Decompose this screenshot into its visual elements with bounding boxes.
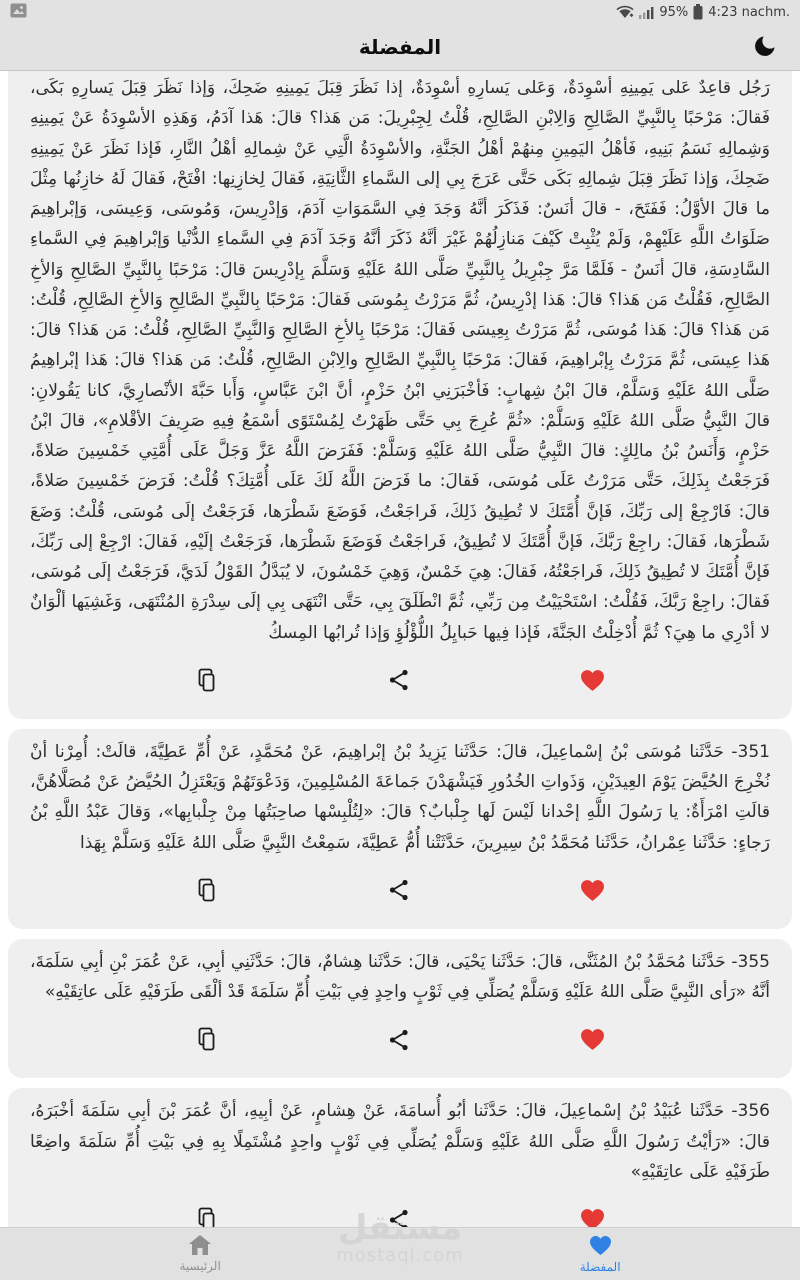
hadith-text: 351- حَدَّثَنا مُوسَى بْنُ إسْماعِيلَ، قالَ: حَدَّثَنا يَزِيدُ بْنُ إبْراهِيمَ، عَنْ مُحَمَّدٍ، عَنْ أُمِّ عَطِيَّةَ، قالَتْ: أُمِرْنا أنْ نُخْرِجَ الحُيَّضَ يَوْمَ العِيدَيْنِ، وَذَواتِ الخُدُورِ فَيَشْهَدْنَ جَماعَةَ المُسْلِمِينَ، وَدَعْوَتَهُمْ وَيَعْتَزِلُ الحُيَّضُ عَنْ مُصَلَّاهُنَّ، قالَتِ امْرَأَةٌ: يا رَسُولَ اللَّهِ إحْدانا لَيْسَ لَها جِلْبابٌ؟ قالَ: «لِتُلْبِسْها صاحِبَتُها مِنْ جِلْبابِها»، وَقالَ عَبْدُ اللَّهِ بْنُ رَجاءٍ: حَدَّثَنا عِمْرانُ، حَدَّثَنا مُحَمَّدُ بْنُ سِيرِينَ، حَدَّثَتْنا أُمُّ عَطِيَّةَ، سَمِعْتُ النَّبِيَّ صَلَّى اللهُ عَلَيْهِ وَسَلَّمْ بِهَذا <box>30 741 770 853</box>
share-button[interactable] <box>383 1204 415 1230</box>
nav-label-home: الرئيسية <box>179 1259 221 1273</box>
bottom-navigation <box>0 1227 800 1280</box>
hadith-card <box>8 71 792 719</box>
watermark-url: mostaql.com <box>336 1245 464 1266</box>
card-actions <box>30 1187 770 1229</box>
dark-mode-moon-icon[interactable] <box>752 33 778 59</box>
heart-icon <box>580 1028 605 1051</box>
share-button[interactable] <box>383 874 415 906</box>
favorite-button[interactable] <box>576 665 609 696</box>
copy-button[interactable] <box>191 874 222 907</box>
heart-icon <box>580 669 605 692</box>
copy-button[interactable] <box>191 1023 222 1056</box>
battery-percent: 95% <box>659 4 689 20</box>
heart-icon <box>580 1208 605 1229</box>
copy-icon <box>195 1027 218 1052</box>
signal-icon <box>639 6 654 19</box>
hadith-text: 355- حَدَّثَنا مُحَمَّدُ بْنُ المُثَنَّى، قالَ: حَدَّثَنا يَحْيَى، قالَ: حَدَّثَنا هِشامٌ، قالَ: حَدَّثَنِي أبِي، عَنْ عُمَرَ بْنِ أبِي سَلَمَةَ، أنَّهُ «رَأى النَّبِيَّ صَلَّى اللهُ عَلَيْهِ وَسَلَّمْ يُصَلِّي فِي ثَوْبٍ واحِدٍ فِي بَيْتِ أُمِّ سَلَمَةَ قَدْ ألْقَى طَرَفَيْهِ عَلَى عاتِقَيْهِ» <box>30 951 770 1002</box>
favorite-button[interactable] <box>576 875 609 906</box>
favorites-scroll-area[interactable] <box>0 71 800 1229</box>
app-header <box>0 24 800 71</box>
clock-time: 4:23 nachm. <box>708 4 790 20</box>
card-actions <box>30 858 770 929</box>
copy-button[interactable] <box>191 1203 222 1229</box>
favorite-button[interactable] <box>576 1024 609 1055</box>
card-actions <box>30 648 770 719</box>
copy-button[interactable] <box>191 664 222 697</box>
hadith-card <box>8 939 792 1079</box>
share-button[interactable] <box>383 664 415 696</box>
copy-icon <box>195 1207 218 1229</box>
copy-icon <box>195 878 218 903</box>
nav-label-favorites: المفضلة <box>579 1259 621 1274</box>
hadith-text: رَجُل قاعِدٌ عَلى يَمِينِهِ أسْوِدَةٌ، وَعَلى يَسارِهِ أسْوِدَةٌ، إذا نَظَرَ قِبَلَ يَمِينِهِ ضَحِكَ، وَإذا نَظَرَ قِبَلَ يَسارِهِ بَكَى، فَقالَ: مَرْحَبًا بِالنَّبِيِّ الصَّالِحِ وَالِابْنِ الصَّالِحِ، قُلْتُ لِجِبْرِيلَ: مَن هَذا؟ قالَ: هَذا آدَمُ، وَهَذِهِ الأسْوِدَةُ عَنْ يَمِينِهِ وَشِمالِهِ نَسَمُ بَنِيهِ، فَأهْلُ اليَمِينِ مِنهُمْ أهْلُ الجَنَّةِ، والأسْوِدَةُ الَّتِي عَنْ شِمالِهِ أهْلُ النَّارِ، فَإذا نَظَرَ عَنْ يَمِينِهِ ضَحِكَ، وَإذا نَظَرَ قِبَلَ شِمالِهِ بَكَى حَتَّى عَرَجَ بِي إلى السَّماءِ الثَّانِيَةِ، فَقالَ لِخازِنِها: افْتَحْ، فَقالَ لَهُ خازِنُها مِثْلَ ما قالَ الأوَّلُ: فَفَتَحَ، - قالَ أنَسٌ: فَذَكَرَ أنَّهُ وَجَدَ فِي السَّمَوَاتِ آدَمَ، وَإدْرِيسَ، وَمُوسَى، وَعِيسَى، وَإبْراهِيمَ صَلَوَاتُ اللَّهِ عَلَيْهِمْ، وَلَمْ يُثْبِتْ كَيْفَ مَنازِلُهُمْ غَيْرَ أنَّهُ ذَكَرَ أنَّهُ وَجَدَ آدَمَ فِي السَّماءِ الدُّنْيا وَإبْراهِيمَ فِي السَّماءِ السَّادِسَةِ، قالَ أنَسٌ - فَلَمَّا مَرَّ جِبْرِيلُ بِالنَّبِيِّ صَلَّى اللهُ عَلَيْهِ وَسَلَّمَ بِإدْرِيسَ قالَ: مَرْحَبًا بِالنَّبِيِّ الصَّالِحِ وَالأخِ الصَّالِحِ، فَقُلْتُ مَن هَذا؟ قالَ: هَذا إدْرِيسُ، ثُمَّ مَرَرْتُ بِمُوسَى فَقالَ: مَرْحَبًا بِالنَّبِيِّ الصَّالِحِ وَالأخِ الصَّالِحِ، قُلْتُ: مَن هَذا؟ قالَ: هَذا مُوسَى، ثُمَّ مَرَرْتُ بِعِيسَى فَقالَ: مَرْحَبًا بِالأخِ الصَّالِحِ وَالنَّبِيِّ الصَّالِحِ، قُلْتُ: مَن هَذا؟ قالَ: هَذا عِيسَى، ثُمَّ مَرَرْتُ بِإبْراهِيمَ، فَقالَ: مَرْحَبًا بِالنَّبِيِّ الصَّالِحِ والِابْنِ الصَّالِحِ، قُلْتُ: مَن هَذا؟ قالَ: هَذا إبْراهِيمُ صَلَّى اللهُ عَلَيْهِ وَسَلَّمْ، قالَ ابْنُ شِهابٍ: فَأخْبَرَنِي ابْنُ حَزْمٍ، أنَّ ابْنَ عَبَّاسٍ، وَأَبا حَبَّةَ الأنْصارِيَّ، كانا يَقُولانِ: قالَ النَّبِيُّ صَلَّى اللهُ عَلَيْهِ وَسَلَّمْ: «ثُمَّ عُرِجَ بِي حَتَّى ظَهَرْتُ لِمُسْتَوًى أسْمَعُ فِيهِ صَرِيفَ الأقْلامِ»، قالَ ابْنُ حَزْمٍ، وَأَنَسُ بْنُ مالِكٍ: قالَ النَّبِيُّ صَلَّى اللهُ عَلَيْهِ وَسَلَّمْ: فَفَرَضَ اللَّهُ عَزَّ وَجَلَّ عَلَى أُمَّتِي خَمْسِينَ صَلاةً، فَرَجَعْتُ بِذَلِكَ، حَتَّى مَرَرْتُ عَلَى مُوسَى، فَقالَ: ما فَرَضَ اللَّهُ لَكَ عَلَى أُمَّتِكَ؟ قُلْتُ: فَرَضَ خَمْسِينَ صَلاةً، قالَ: فَارْجِعْ إلى رَبِّكَ، فَإنَّ أُمَّتَكَ لا تُطِيقُ ذَلِكَ، فَراجَعْتُ، فَوَضَعَ شَطْرَها، فَرَجَعْتُ إلَى مُوسَى، قُلْتُ: وَضَعَ شَطْرَها، فَقالَ: راجِعْ رَبَّكَ، فَإنَّ أُمَّتَكَ لا تُطِيقُ، فَراجَعْتُ فَوَضَعَ شَطْرَها، فَرَجَعْتُ إلَيْهِ، فَقالَ: ارْجِعْ إلى رَبِّكَ، فَإنَّ أُمَّتَكَ لا تُطِيقُ ذَلِكَ، فَراجَعْتُهُ، فَقالَ: هِيَ خَمْسٌ، وَهِيَ خَمْسُونَ، لا يُبَدَّلُ القَوْلُ لَدَيَّ، فَرَجَعْتُ إلَى مُوسَى، فَقالَ: راجِعْ رَبَّكَ، فَقُلْتُ: اسْتَحْيَيْتُ مِن رَبِّي، ثُمَّ انْطَلَقَ بِي، حَتَّى انْتَهَى بِي إلَى سِدْرَةِ المُنْتَهَى، وَغَشِيَها ألْوَانٌ لا أدْرِي ما هِيَ؟ ثُمَّ أُدْخِلْتُ الجَنَّةَ، فَإذا فِيها حَبايِلُ اللُّؤْلُؤِ وَإذا تُرابُها المِسكُ <box>30 78 770 643</box>
image-notification-icon <box>10 3 27 22</box>
battery-icon <box>693 4 703 20</box>
hadith-text: 356- حَدَّثَنا عُبَيْدُ بْنُ إسْماعِيلَ، قالَ: حَدَّثَنا أبُو أُسامَةَ، عَنْ هِشامٍ، عَنْ أبِيهِ، أنَّ عُمَرَ بْنَ أبِي سَلَمَةَ أخْبَرَهُ، قالَ: «رَأيْتُ رَسُولَ اللَّهِ صَلَّى اللهُ عَلَيْهِ وَسَلَّمْ يُصَلِّي فِي ثَوْبٍ واحِدٍ مُشْتَمِلًا بِهِ فِي بَيْتِ أُمِّ سَلَمَةَ واضِعًا طَرَفَيْهِ عَلَى عاتِقَيْهِ» <box>30 1101 770 1182</box>
share-icon <box>387 1028 411 1052</box>
copy-icon <box>195 668 218 693</box>
page-title: المفضلة <box>358 35 442 59</box>
nav-item-favorites[interactable] <box>580 1235 621 1274</box>
wifi-icon <box>616 5 634 19</box>
card-actions <box>30 1007 770 1078</box>
share-button[interactable] <box>383 1024 415 1056</box>
status-bar <box>0 0 800 24</box>
hadith-card <box>8 1088 792 1229</box>
heart-icon <box>580 879 605 902</box>
watermark-logo: مستقل <box>337 1208 463 1248</box>
share-icon <box>387 668 411 692</box>
home-icon <box>189 1235 211 1258</box>
nav-item-home[interactable] <box>179 1235 220 1273</box>
favorite-button[interactable] <box>576 1204 609 1229</box>
share-icon <box>387 1208 411 1230</box>
hadith-card <box>8 729 792 929</box>
share-icon <box>387 878 411 902</box>
heart-icon <box>589 1235 612 1259</box>
